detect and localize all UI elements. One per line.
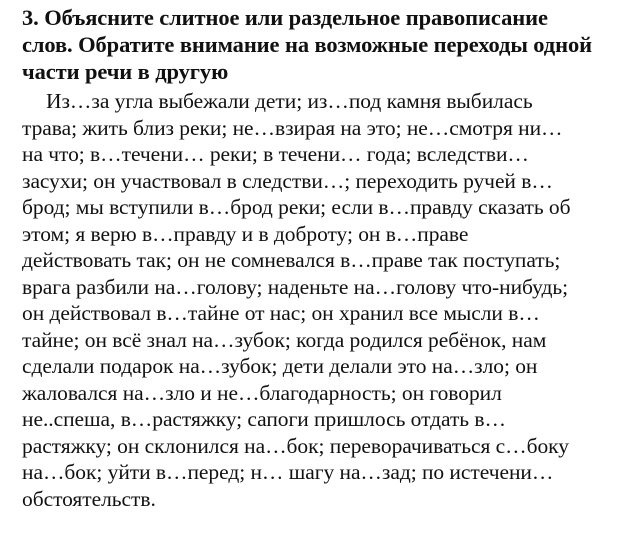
- exercise-line: действовать так; он не сомневался в…праве так поступать;: [22, 248, 561, 272]
- exercise-line: этом; я верю в…правду и в доброту; он в…праве: [22, 221, 469, 246]
- exercise-line: врага разбили на…голову; наденьте на…голову что-нибудь;: [22, 274, 569, 299]
- exercise-line: на что; в…течени… реки; в течени… года; вследстви…: [22, 142, 529, 166]
- exercise-line: растяжку; он склонился на…бок; переворачиваться с…боку: [22, 433, 569, 458]
- task-heading-line-2: слов. Обратите внимание на возможные переходы одной: [22, 32, 592, 57]
- exercise-line: тайне; он всё знал на…зубок; когда родился ребёнок, нам: [22, 327, 547, 352]
- task-heading: [22, 4, 624, 85]
- exercise-line: жаловался на…зло и не…благодарность; он говорил: [22, 380, 502, 405]
- exercise-line: засухи; он участвовал в следстви…; переходить ручей в…: [22, 168, 553, 193]
- task-heading-line-3: части речи в другую: [22, 59, 229, 84]
- exercise-line: на…бок; уйти в…перед; н… шагу на…зад; по истечени…: [22, 460, 554, 484]
- exercise-line: не..спеша, в…растяжку; сапоги пришлось отдать в…: [22, 407, 506, 431]
- exercise-line: сделали подарок на…зубок; дети делали это на…зло; он: [22, 354, 538, 378]
- exercise-line: трава; жить близ реки; не…взирая на это; не…смотря ни…: [22, 115, 563, 140]
- exercise-line: брод; мы вступили в…брод реки; если в…правду сказать об: [22, 195, 571, 219]
- exercise-line: Из…за угла выбежали дети; из…под камня выбилась: [46, 89, 533, 113]
- exercise-line: он действовал в…тайне от нас; он хранил все мысли в…: [22, 301, 540, 325]
- task-heading-line-1: 3. Объясните слитное или раздельное правописание: [22, 5, 548, 30]
- exercise-line: обстоятельств.: [22, 486, 156, 511]
- exercise-text: [22, 88, 624, 512]
